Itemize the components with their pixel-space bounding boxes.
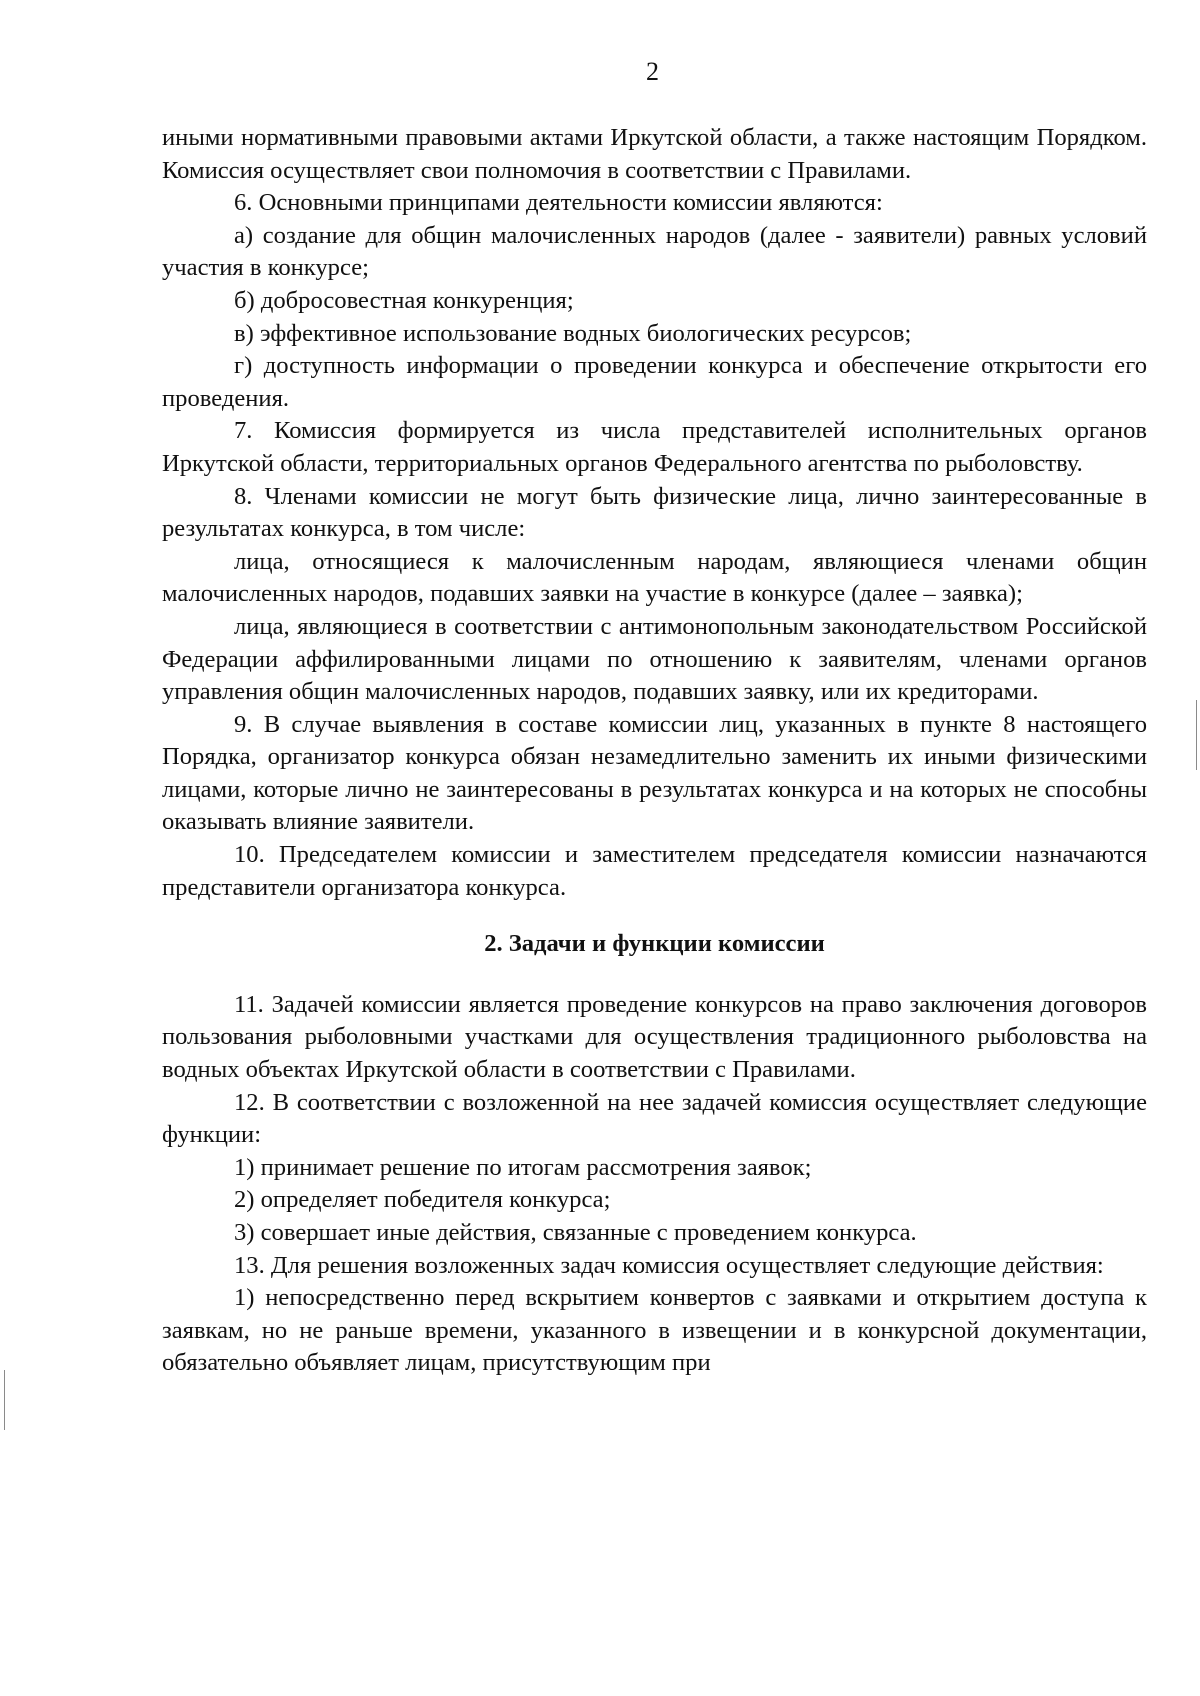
paragraphs-before-heading	[162, 122, 1147, 904]
paragraph: 6. Основными принципами деятельности комиссии являются:	[234, 189, 883, 217]
scan-mark	[4, 1370, 5, 1430]
paragraph: лица, относящиеся к малочисленным народам, являющиеся членами общин малочисленных народов, подавших заявки на участие в конкурсе (далее – заявка);	[162, 547, 1147, 608]
paragraph: б) добросовестная конкуренция;	[234, 286, 574, 314]
paragraphs-after-heading	[162, 989, 1147, 1380]
paragraph: 1) непосредственно перед вскрытием конвертов с заявками и открытием доступа к заявкам, но не раньше времени, указанного в извещении и в конкурсной документации, обязательно объявляет лицам, присутствующим при	[162, 1284, 1147, 1377]
paragraph: в) эффективное использование водных биологических ресурсов;	[234, 319, 912, 347]
paragraph: иными нормативными правовыми актами Иркутской области, а также настоящим Порядком. Комиссия осуществляет свои полномочия в соответствии с Правилами.	[162, 124, 1147, 184]
paragraph: 7. Комиссия формируется из числа представителей исполнительных органов Иркутской области, территориальных органов Федерального агентства по рыболовству.	[162, 417, 1147, 477]
paragraph: 9. В случае выявления в составе комиссии лиц, указанных в пункте 8 настоящего Порядка, организатор конкурса обязан незамедлительно заменить их иными физическими лицами, которые лично не заинтересованы в результатах конкурса и на которых не способны оказывать влияние заявители.	[162, 710, 1147, 836]
paragraph: 2) определяет победителя конкурса;	[234, 1186, 611, 1214]
paragraph: 12. В соответствии с возложенной на нее задачей комиссия осуществляет следующие функции:	[162, 1088, 1147, 1149]
paragraph: 13. Для решения возложенных задач комиссия осуществляет следующие действия:	[234, 1251, 1104, 1279]
paragraph: а) создание для общин малочисленных народов (далее - заявители) равных условий участия в конкурсе;	[162, 221, 1147, 282]
paragraph: 1) принимает решение по итогам рассмотрения заявок;	[234, 1153, 812, 1181]
paragraph: 10. Председателем комиссии и заместителем председателя комиссии назначаются представители организатора конкурса.	[162, 841, 1147, 901]
paragraph: 3) совершает иные действия, связанные с проведением конкурса.	[234, 1219, 917, 1246]
paragraph: 8. Членами комиссии не могут быть физические лица, лично заинтересованные в результатах конкурса, в том числе:	[162, 482, 1147, 543]
paragraph: лица, являющиеся в соответствии с антимонопольным законодательством Российской Федерации аффилированными лицами по отношению к заявителям, членами органов управления общин малочисленных народов, подавших заявку, или их кредиторами.	[162, 612, 1147, 706]
document-body	[162, 122, 1147, 1380]
paragraph: г) доступность информации о проведении конкурса и обеспечение открытости его проведения.	[162, 352, 1147, 412]
scan-mark	[1196, 700, 1197, 770]
page-number: 2	[646, 57, 659, 86]
paragraph: 11. Задачей комиссии является проведение конкурсов на право заключения договоров пользования рыболовными участками для осуществления традиционного рыболовства на водных объектах Иркутской области в соответствии с Правилами.	[162, 990, 1147, 1084]
section-heading: 2. Задачи и функции комиссии	[484, 930, 825, 958]
